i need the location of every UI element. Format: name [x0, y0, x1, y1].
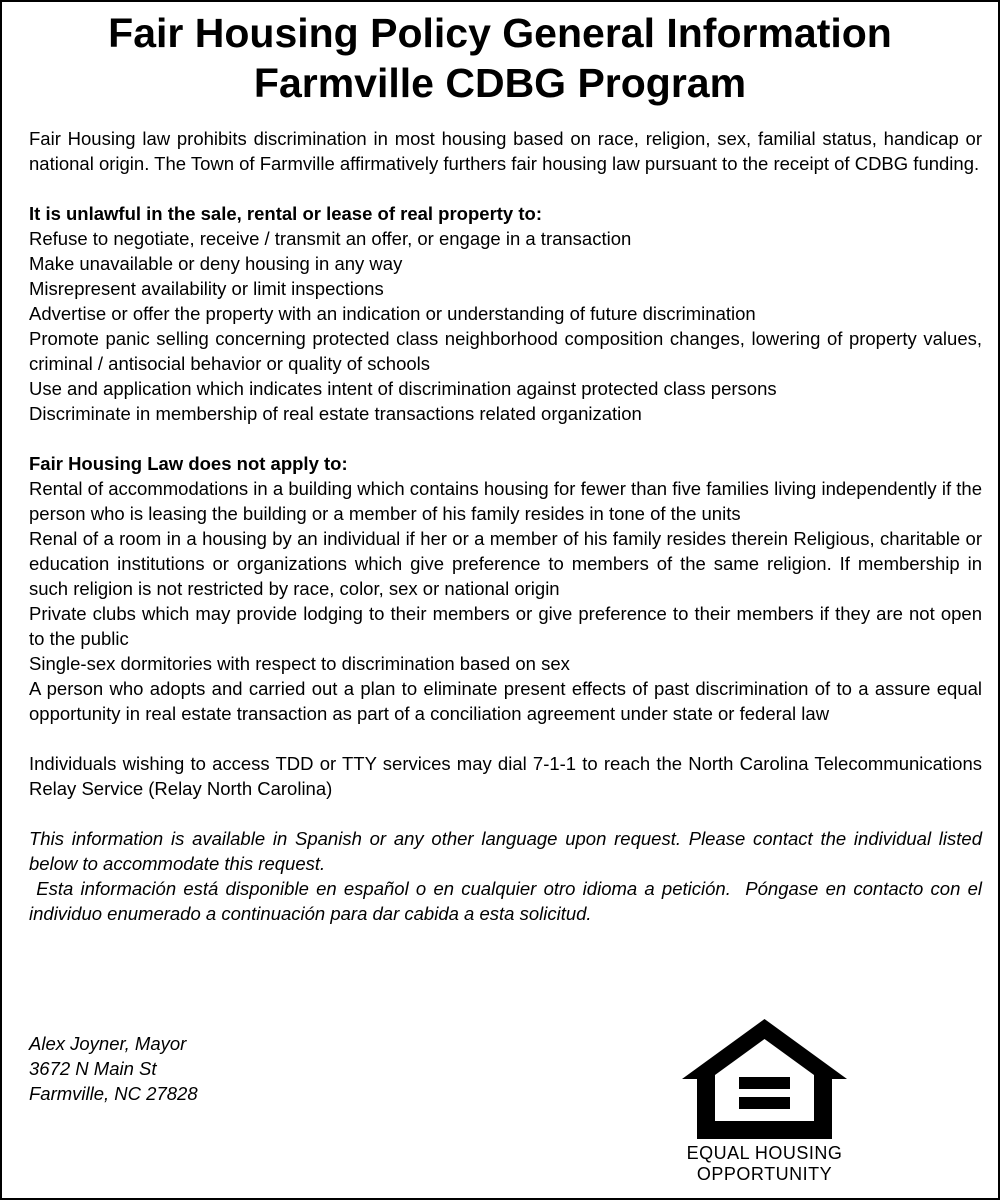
page-title: [2, 8, 998, 108]
unlawful-item: Advertise or offer the property with an indication or understanding of future discrimination: [29, 303, 756, 324]
unlawful-item: Make unavailable or deny housing in any way: [29, 253, 403, 274]
exemption-item: Private clubs which may provide lodging to their members or give preference to their members if they are not open to the public: [29, 603, 982, 649]
language-notice-english: This information is available in Spanish or any other language upon request. Please contact the individual listed below to accommodate this request.: [29, 828, 982, 874]
unlawful-item: Promote panic selling concerning protected class neighborhood composition changes, lowering of property values, criminal / antisocial behavior or quality of schools: [29, 328, 982, 374]
contact-city: Farmville, NC 27828: [29, 1083, 198, 1104]
exemption-item: Renal of a room in a housing by an individual if her or a member of his family resides therein Religious, charitable or education institutions or organizations which give preference to members of the same religion. If membership in such religion is not restricted by race, color, sex or national origin: [29, 528, 982, 599]
exemptions-heading: Fair Housing Law does not apply to:: [29, 453, 348, 474]
intro-paragraph: Fair Housing law prohibits discrimination in most housing based on race, religion, sex, familial status, handicap or national origin. The Town of Farmville affirmatively furthers fair housing law pursuant to the receipt of CDBG funding.: [29, 128, 982, 174]
contact-block: [29, 1031, 198, 1106]
title-line-1: Fair Housing Policy General Information: [108, 10, 892, 56]
unlawful-heading: It is unlawful in the sale, rental or lease of real property to:: [29, 203, 542, 224]
equal-housing-house-icon: [682, 1017, 847, 1142]
contact-street: 3672 N Main St: [29, 1058, 157, 1079]
unlawful-item: Use and application which indicates intent of discrimination against protected class persons: [29, 378, 777, 399]
title-line-2: Farmville CDBG Program: [253, 60, 747, 106]
unlawful-item: Refuse to negotiate, receive / transmit an offer, or engage in a transaction: [29, 228, 632, 249]
logo-text-line-2: OPPORTUNITY: [696, 1164, 833, 1184]
language-notice-spanish: Esta información está disponible en español o en cualquier otro idioma a petición. Póngase en contacto con el individuo enumerado a continuación para dar cabida a esta solicitud.: [29, 878, 988, 924]
exemption-item: A person who adopts and carried out a plan to eliminate present effects of past discrimination of to a assure equal opportunity in real estate transaction as part of a conciliation agreement under state or federal law: [29, 678, 982, 724]
unlawful-item: Misrepresent availability or limit inspections: [29, 278, 384, 299]
logo-text-line-1: EQUAL HOUSING: [686, 1143, 843, 1163]
exemption-item: Single-sex dormitories with respect to discrimination based on sex: [29, 653, 570, 674]
unlawful-item: Discriminate in membership of real estate transactions related organization: [29, 403, 642, 424]
equal-housing-logo: [682, 1017, 847, 1187]
contact-name: Alex Joyner, Mayor: [29, 1033, 187, 1054]
tdd-paragraph: Individuals wishing to access TDD or TTY services may dial 7-1-1 to reach the North Carolina Telecommunications Relay Service (Relay North Carolina): [29, 753, 982, 799]
exemption-item: Rental of accommodations in a building which contains housing for fewer than five families living independently if the person who is leasing the building or a member of his family resides in tone of the units: [29, 478, 982, 524]
notice-body: [29, 126, 988, 926]
